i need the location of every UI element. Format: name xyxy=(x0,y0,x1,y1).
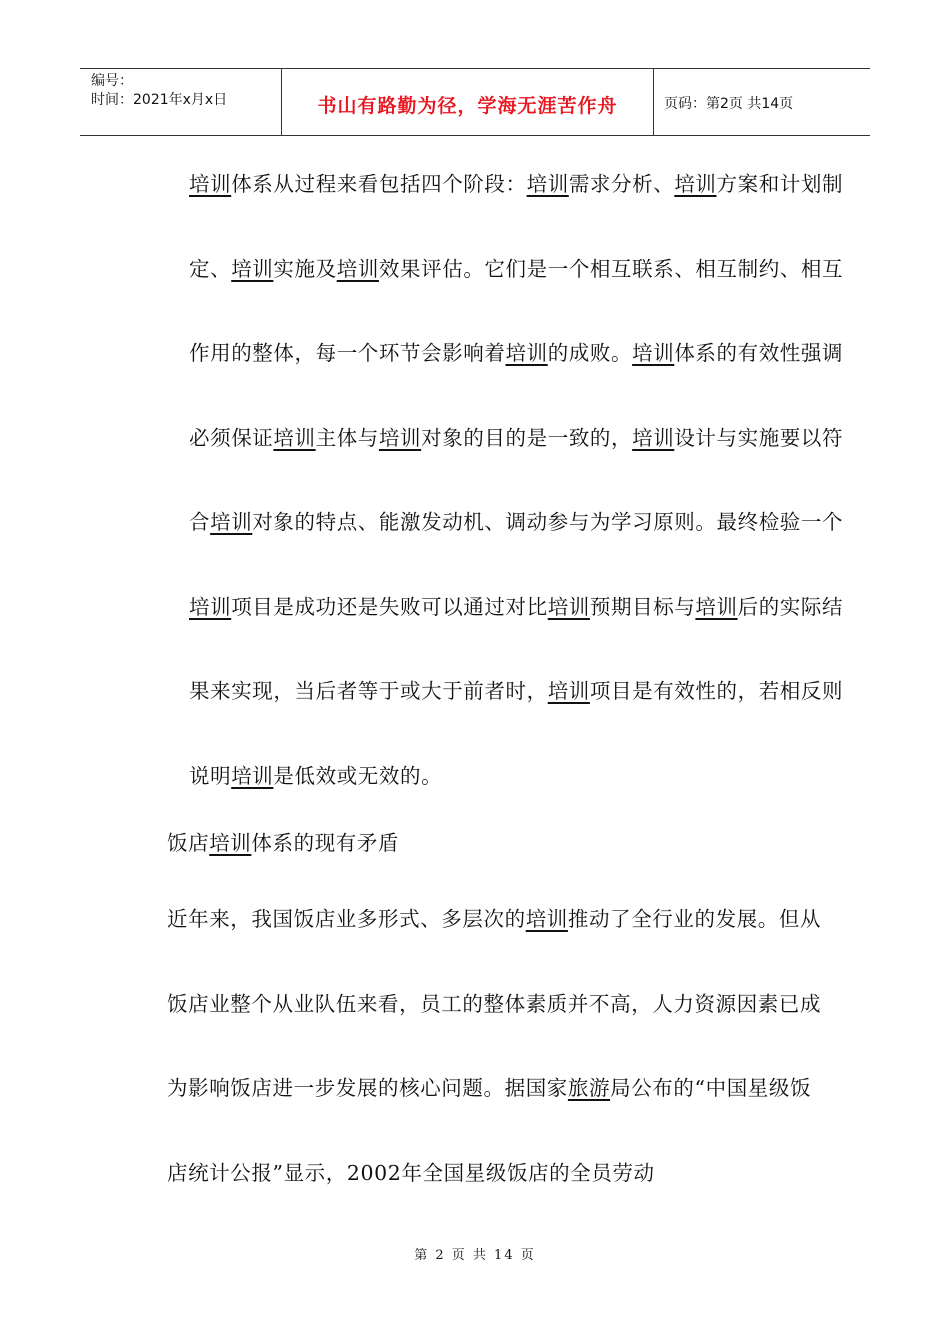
text-run: 需求分析、 xyxy=(568,172,675,196)
section-subheading xyxy=(145,825,827,861)
text-run: 推动了全行业的发展。但从饭店业整个从业队伍来看，员工的整体素质并不高，人力资源因素已成为影响饭店进一步发展的核心问题。据国家 xyxy=(167,907,822,1100)
keyword-link[interactable]: 培训 xyxy=(231,763,274,788)
keyword-link[interactable]: 培训 xyxy=(674,172,717,196)
paragraph-training-system xyxy=(145,142,849,818)
keyword-link[interactable]: 培训 xyxy=(210,510,253,534)
keyword-link[interactable]: 培训 xyxy=(336,256,379,281)
text-run: 近年来，我国饭店业多形式、多层次的 xyxy=(167,907,526,931)
keyword-link[interactable]: 培训 xyxy=(695,594,738,619)
keyword-link[interactable]: 培训 xyxy=(378,425,422,450)
keyword-link[interactable]: 培训 xyxy=(525,907,568,931)
keyword-link[interactable]: 培训 xyxy=(632,425,675,450)
text-run: 饭店 xyxy=(167,831,210,855)
document-date: 时间：2021年x月x日 xyxy=(91,92,228,108)
header-meta-cell xyxy=(80,69,282,135)
text-run: 对象的特点、能激发动机、调动参与为学习原则。最终检验一个 xyxy=(252,510,844,534)
text-run: 项目是成功还是失败可以通过对比 xyxy=(231,594,548,619)
keyword-link[interactable]: 培训 xyxy=(189,172,232,196)
text-run: 后的实际结果来实现，当后者等于或大于前者时， xyxy=(189,594,844,703)
keyword-link[interactable]: 培训 xyxy=(189,594,232,619)
keyword-link[interactable]: 培训 xyxy=(547,679,590,703)
keyword-link[interactable]: 培训 xyxy=(526,172,569,196)
text-run: 体系从过程来看包括四个阶段： xyxy=(231,172,527,196)
text-run: 局公布的“中国星级饭店统计公报”显示，2002年全国星级饭店的全员劳动 xyxy=(167,1076,812,1185)
text-run: 设计与实施要以符合 xyxy=(189,425,844,534)
text-run: 效果评估。它们是一个相互联系、相互制约、相互作用的整体，每一个环节会影响着 xyxy=(189,256,844,365)
text-run: 实施及 xyxy=(273,256,337,281)
text-run: 的成败。 xyxy=(547,341,633,365)
keyword-link[interactable]: 培训 xyxy=(547,594,590,619)
text-run: 对象的目的是一致的， xyxy=(421,425,633,450)
text-run: 体系的有效性强调必须保证 xyxy=(189,341,844,450)
header-page-cell xyxy=(654,69,870,135)
keyword-link[interactable]: 旅游 xyxy=(567,1076,611,1100)
text-run: 项目是有效性的，若相反则说明 xyxy=(189,679,844,788)
paragraph-hotel-industry xyxy=(145,877,827,1215)
keyword-link[interactable]: 培训 xyxy=(273,425,316,450)
text-run: 主体与 xyxy=(315,425,379,450)
keyword-link[interactable]: 培训 xyxy=(231,256,274,281)
keyword-link[interactable]: 培训 xyxy=(632,341,675,365)
document-header xyxy=(80,68,870,136)
header-motto: 书山有路勤为径，学海无涯苦作舟 xyxy=(317,95,618,117)
text-run: 体系的现有矛盾 xyxy=(251,831,400,855)
keyword-link[interactable]: 培训 xyxy=(505,341,548,365)
text-run: 方案和计划制定、 xyxy=(189,172,844,281)
keyword-link[interactable]: 培训 xyxy=(209,831,252,855)
text-run: 预期目标与 xyxy=(589,594,696,619)
header-page-info: 页码：第2页 共14页 xyxy=(664,96,794,112)
header-motto-cell xyxy=(282,69,654,135)
text-run: 是低效或无效的。 xyxy=(273,763,443,788)
document-code-label: 编号： xyxy=(91,73,133,89)
page-footer: 第 2 页 共 14 页 xyxy=(414,1248,536,1263)
